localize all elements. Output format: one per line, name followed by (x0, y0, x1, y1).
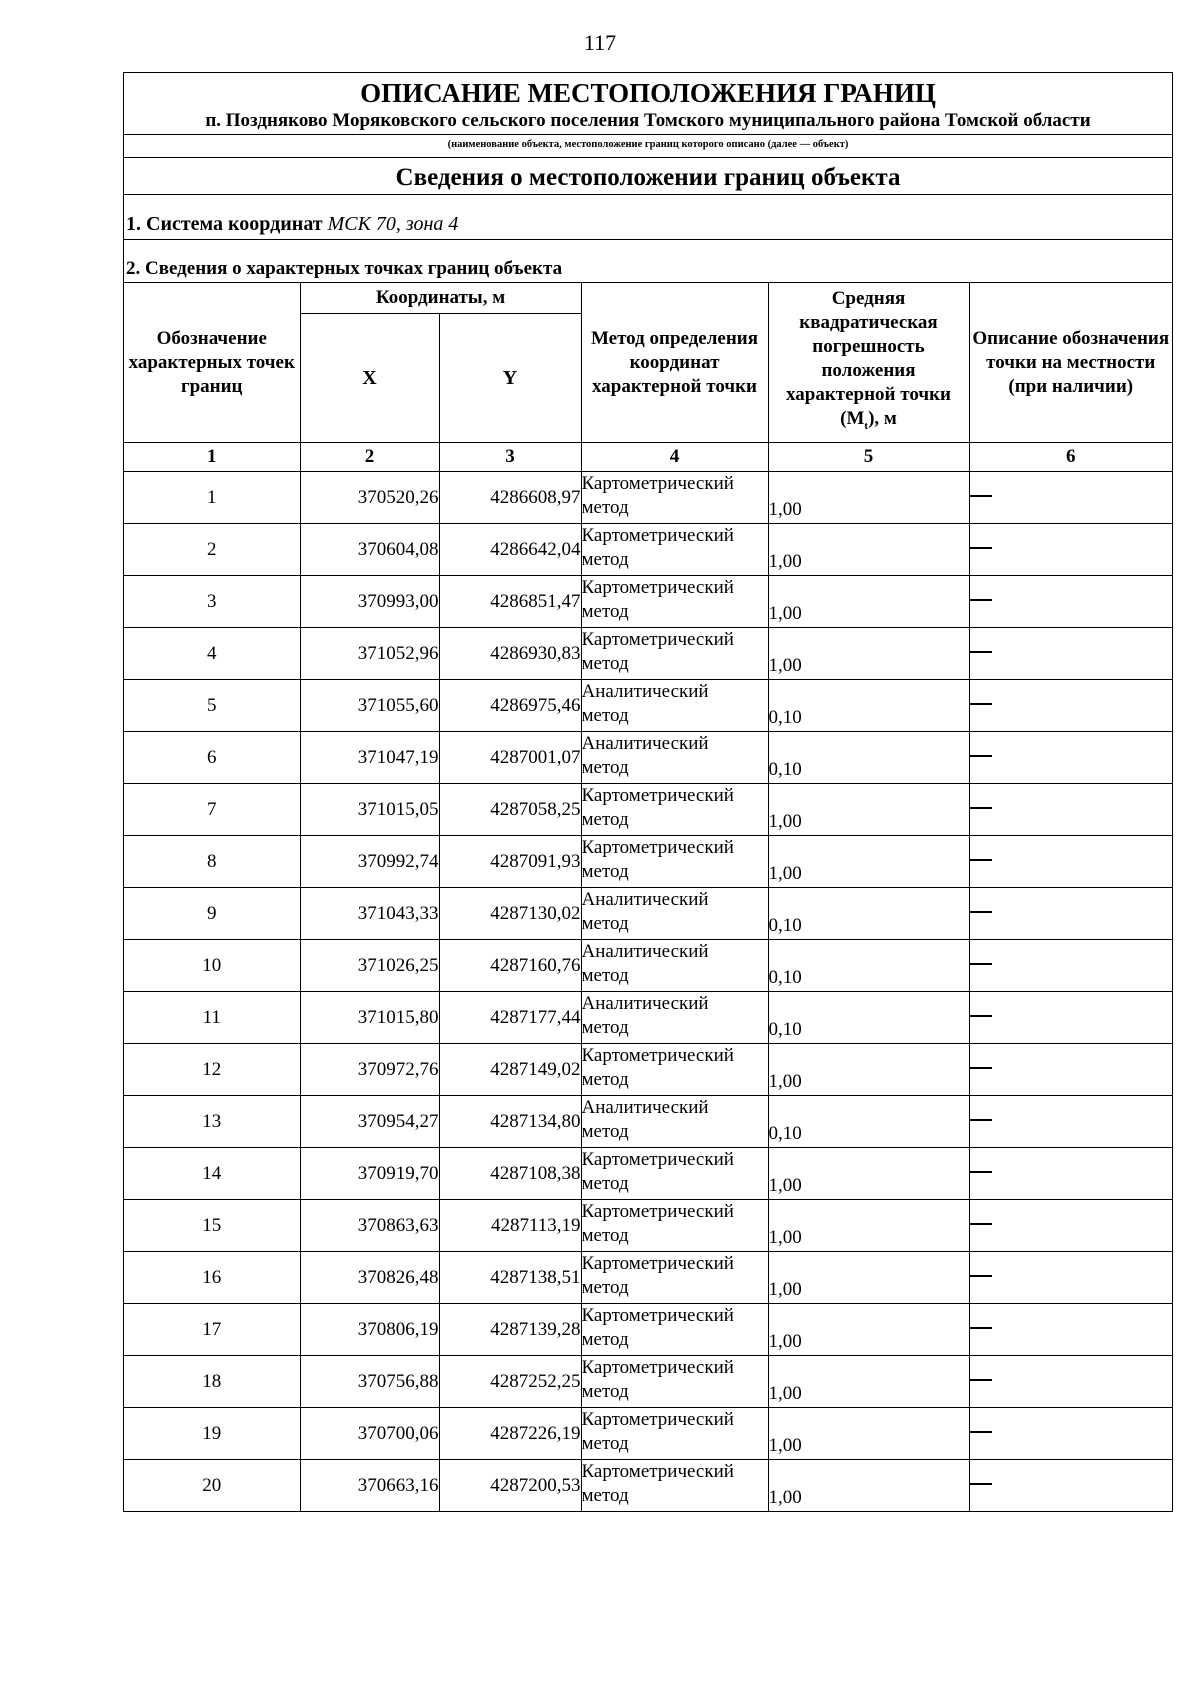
coord-x: 370756,88 (300, 1356, 439, 1408)
method-name: Аналитический (581, 681, 709, 702)
header-error (768, 283, 969, 443)
points-table (124, 282, 1172, 1511)
method-cell (581, 1356, 768, 1408)
method-word: метод (581, 705, 629, 726)
table-row (124, 992, 1172, 1044)
method-word: метод (581, 1485, 629, 1506)
coordinate-system-label: 1. Система координат (126, 213, 323, 235)
method-cell (581, 1044, 768, 1096)
method-word: метод (581, 653, 629, 674)
method-cell (581, 1200, 768, 1252)
point-number: 5 (124, 680, 300, 732)
coordinate-system (124, 195, 1172, 240)
table-row (124, 1096, 1172, 1148)
dash-mark (970, 1327, 992, 1329)
method-cell (581, 1096, 768, 1148)
method-word: метод (581, 1225, 629, 1246)
coord-x: 371055,60 (300, 680, 439, 732)
coord-x: 371043,33 (300, 888, 439, 940)
point-description (969, 1096, 1172, 1148)
header-error-tail: ), м (868, 408, 897, 430)
coord-x: 371026,25 (300, 940, 439, 992)
method-name: Аналитический (581, 733, 709, 754)
coord-y: 4287001,07 (439, 732, 581, 784)
point-number: 19 (124, 1408, 300, 1460)
coord-y: 4287226,19 (439, 1408, 581, 1460)
method-cell (581, 472, 768, 524)
mean-error: 1,00 (768, 784, 969, 836)
method-word: метод (581, 497, 629, 518)
method-name: Картометрический (581, 785, 734, 806)
dash-mark (970, 1223, 992, 1225)
dash-mark (970, 495, 992, 497)
method-name: Картометрический (581, 1461, 734, 1482)
coord-x: 371015,80 (300, 992, 439, 1044)
table-row (124, 784, 1172, 836)
coord-y: 4287160,76 (439, 940, 581, 992)
mean-error: 1,00 (768, 1460, 969, 1512)
method-cell (581, 1252, 768, 1304)
coord-x: 370992,74 (300, 836, 439, 888)
point-number: 3 (124, 576, 300, 628)
method-cell (581, 1304, 768, 1356)
table-row (124, 524, 1172, 576)
method-cell (581, 628, 768, 680)
header-error-text: Средняя квадратическая погрешность положения характерной точки (M (786, 288, 951, 430)
method-cell (581, 680, 768, 732)
point-number: 16 (124, 1252, 300, 1304)
point-description (969, 472, 1172, 524)
method-word: метод (581, 1017, 629, 1038)
point-description (969, 576, 1172, 628)
mean-error: 1,00 (768, 1200, 969, 1252)
point-description (969, 992, 1172, 1044)
point-number: 6 (124, 732, 300, 784)
method-name: Картометрический (581, 473, 734, 494)
coord-x: 370993,00 (300, 576, 439, 628)
header-method: Метод определения координат характерной точки (581, 283, 768, 443)
coord-x: 370520,26 (300, 472, 439, 524)
mean-error: 1,00 (768, 1148, 969, 1200)
method-word: метод (581, 1069, 629, 1090)
column-number: 4 (581, 443, 768, 472)
coord-x: 370604,08 (300, 524, 439, 576)
mean-error: 1,00 (768, 836, 969, 888)
coord-y: 4286642,04 (439, 524, 581, 576)
method-word: метод (581, 913, 629, 934)
title-block (124, 73, 1172, 135)
mean-error: 1,00 (768, 628, 969, 680)
dash-mark (970, 1119, 992, 1121)
method-name: Картометрический (581, 577, 734, 598)
coord-y: 4287177,44 (439, 992, 581, 1044)
table-row (124, 732, 1172, 784)
mean-error: 0,10 (768, 888, 969, 940)
points-section-title: 2. Сведения о характерных точках границ объекта (126, 258, 563, 279)
coord-y: 4287091,93 (439, 836, 581, 888)
point-number: 11 (124, 992, 300, 1044)
method-cell (581, 1148, 768, 1200)
dash-mark (970, 547, 992, 549)
object-name-caption: (наименование объекта, местоположение границ которого описано (далее — объект) (124, 135, 1172, 158)
method-word: метод (581, 757, 629, 778)
mean-error: 0,10 (768, 680, 969, 732)
method-cell (581, 576, 768, 628)
method-word: метод (581, 1329, 629, 1350)
point-number: 8 (124, 836, 300, 888)
coord-x: 370972,76 (300, 1044, 439, 1096)
dash-mark (970, 1067, 992, 1069)
method-cell (581, 732, 768, 784)
point-description (969, 888, 1172, 940)
point-description (969, 836, 1172, 888)
mean-error: 1,00 (768, 1356, 969, 1408)
table-row (124, 472, 1172, 524)
point-description (969, 628, 1172, 680)
header-description: Описание обозначения точки на местности (при наличии) (969, 283, 1172, 443)
coord-y: 4287149,02 (439, 1044, 581, 1096)
point-number: 2 (124, 524, 300, 576)
method-cell (581, 836, 768, 888)
method-word: метод (581, 1121, 629, 1142)
document-title: ОПИСАНИЕ МЕСТОПОЛОЖЕНИЯ ГРАНИЦ (360, 78, 936, 108)
method-name: Картометрический (581, 1201, 734, 1222)
mean-error: 1,00 (768, 1408, 969, 1460)
table-row (124, 1356, 1172, 1408)
method-name: Картометрический (581, 525, 734, 546)
method-name: Картометрический (581, 629, 734, 650)
dash-mark (970, 1379, 992, 1381)
method-word: метод (581, 1173, 629, 1194)
page-number: 117 (583, 30, 617, 55)
dash-mark (970, 1015, 992, 1017)
column-number: 6 (969, 443, 1172, 472)
table-row (124, 628, 1172, 680)
column-number: 5 (768, 443, 969, 472)
point-description (969, 1304, 1172, 1356)
point-description (969, 732, 1172, 784)
coord-y: 4287134,80 (439, 1096, 581, 1148)
method-name: Картометрический (581, 837, 734, 858)
method-word: метод (581, 549, 629, 570)
coord-y: 4286930,83 (439, 628, 581, 680)
column-number: 3 (439, 443, 581, 472)
coord-y: 4287130,02 (439, 888, 581, 940)
table-row (124, 1408, 1172, 1460)
table-row (124, 1460, 1172, 1512)
coord-x: 370863,63 (300, 1200, 439, 1252)
method-word: метод (581, 1433, 629, 1454)
coord-y: 4286608,97 (439, 472, 581, 524)
point-number: 10 (124, 940, 300, 992)
point-description (969, 1044, 1172, 1096)
table-row (124, 1044, 1172, 1096)
point-description (969, 1356, 1172, 1408)
table-row (124, 1304, 1172, 1356)
point-number: 7 (124, 784, 300, 836)
dash-mark (970, 1483, 992, 1485)
mean-error: 1,00 (768, 1044, 969, 1096)
method-name: Аналитический (581, 941, 709, 962)
coord-y: 4287138,51 (439, 1252, 581, 1304)
header-point: Обозначение характерных точек границ (124, 283, 300, 443)
column-number: 1 (124, 443, 300, 472)
dash-mark (970, 1171, 992, 1173)
column-number: 2 (300, 443, 439, 472)
table-row (124, 1200, 1172, 1252)
coord-y: 4287139,28 (439, 1304, 581, 1356)
point-description (969, 784, 1172, 836)
method-word: метод (581, 965, 629, 986)
method-name: Картометрический (581, 1149, 734, 1170)
point-number: 15 (124, 1200, 300, 1252)
table-row (124, 576, 1172, 628)
point-number: 9 (124, 888, 300, 940)
coord-y: 4287108,38 (439, 1148, 581, 1200)
coord-x: 370806,19 (300, 1304, 439, 1356)
dash-mark (970, 1275, 992, 1277)
method-word: метод (581, 601, 629, 622)
method-name: Аналитический (581, 1097, 709, 1118)
coord-y: 4287113,19 (439, 1200, 581, 1252)
method-word: метод (581, 1277, 629, 1298)
method-name: Аналитический (581, 993, 709, 1014)
point-description (969, 1200, 1172, 1252)
dash-mark (970, 963, 992, 965)
method-cell (581, 888, 768, 940)
object-name: п. Поздняково Моряковского сельского поселения Томского муниципального района Томской области (205, 110, 1091, 131)
method-cell (581, 992, 768, 1044)
method-cell (581, 1460, 768, 1512)
dash-mark (970, 1431, 992, 1433)
method-cell (581, 940, 768, 992)
method-cell (581, 524, 768, 576)
coord-x: 370663,16 (300, 1460, 439, 1512)
coord-x: 371047,19 (300, 732, 439, 784)
table-row (124, 836, 1172, 888)
coord-y: 4286851,47 (439, 576, 581, 628)
method-word: метод (581, 861, 629, 882)
method-cell (581, 784, 768, 836)
method-name: Картометрический (581, 1357, 734, 1378)
boundary-description-document (123, 72, 1173, 1512)
mean-error: 0,10 (768, 992, 969, 1044)
dash-mark (970, 755, 992, 757)
point-number: 14 (124, 1148, 300, 1200)
coord-x: 370954,27 (300, 1096, 439, 1148)
method-name: Аналитический (581, 889, 709, 910)
method-word: метод (581, 1381, 629, 1402)
point-number: 20 (124, 1460, 300, 1512)
header-coordinates: Координаты, м (300, 283, 581, 314)
point-description (969, 1252, 1172, 1304)
mean-error: 1,00 (768, 576, 969, 628)
table-row (124, 680, 1172, 732)
point-description (969, 940, 1172, 992)
dash-mark (970, 703, 992, 705)
coord-x: 371015,05 (300, 784, 439, 836)
dash-mark (970, 807, 992, 809)
method-name: Картометрический (581, 1253, 734, 1274)
table-row (124, 1252, 1172, 1304)
method-cell (581, 1408, 768, 1460)
dash-mark (970, 651, 992, 653)
section-title: Сведения о местоположении границ объекта (124, 158, 1172, 195)
point-number: 18 (124, 1356, 300, 1408)
mean-error: 1,00 (768, 1252, 969, 1304)
method-name: Картометрический (581, 1305, 734, 1326)
mean-error: 0,10 (768, 940, 969, 992)
header-y: Y (439, 314, 581, 443)
table-row (124, 940, 1172, 992)
point-number: 13 (124, 1096, 300, 1148)
dash-mark (970, 911, 992, 913)
mean-error: 1,00 (768, 1304, 969, 1356)
header-x: X (300, 314, 439, 443)
table-row (124, 888, 1172, 940)
mean-error: 0,10 (768, 1096, 969, 1148)
method-word: метод (581, 809, 629, 830)
point-description (969, 524, 1172, 576)
point-description (969, 1460, 1172, 1512)
method-name: Картометрический (581, 1409, 734, 1430)
coord-x: 371052,96 (300, 628, 439, 680)
coord-y: 4287252,25 (439, 1356, 581, 1408)
coord-y: 4286975,46 (439, 680, 581, 732)
coord-x: 370826,48 (300, 1252, 439, 1304)
mean-error: 1,00 (768, 524, 969, 576)
point-number: 4 (124, 628, 300, 680)
mean-error: 1,00 (768, 472, 969, 524)
header-error-subscript: t (864, 419, 869, 432)
table-row (124, 1148, 1172, 1200)
point-description (969, 1148, 1172, 1200)
coord-y: 4287200,53 (439, 1460, 581, 1512)
coord-x: 370700,06 (300, 1408, 439, 1460)
point-description (969, 1408, 1172, 1460)
point-description (969, 680, 1172, 732)
dash-mark (970, 599, 992, 601)
coord-x: 370919,70 (300, 1148, 439, 1200)
point-number: 12 (124, 1044, 300, 1096)
point-number: 17 (124, 1304, 300, 1356)
coord-y: 4287058,25 (439, 784, 581, 836)
point-number: 1 (124, 472, 300, 524)
coordinate-system-value: МСК 70, зона 4 (327, 213, 459, 235)
dash-mark (970, 859, 992, 861)
mean-error: 0,10 (768, 732, 969, 784)
method-name: Картометрический (581, 1045, 734, 1066)
